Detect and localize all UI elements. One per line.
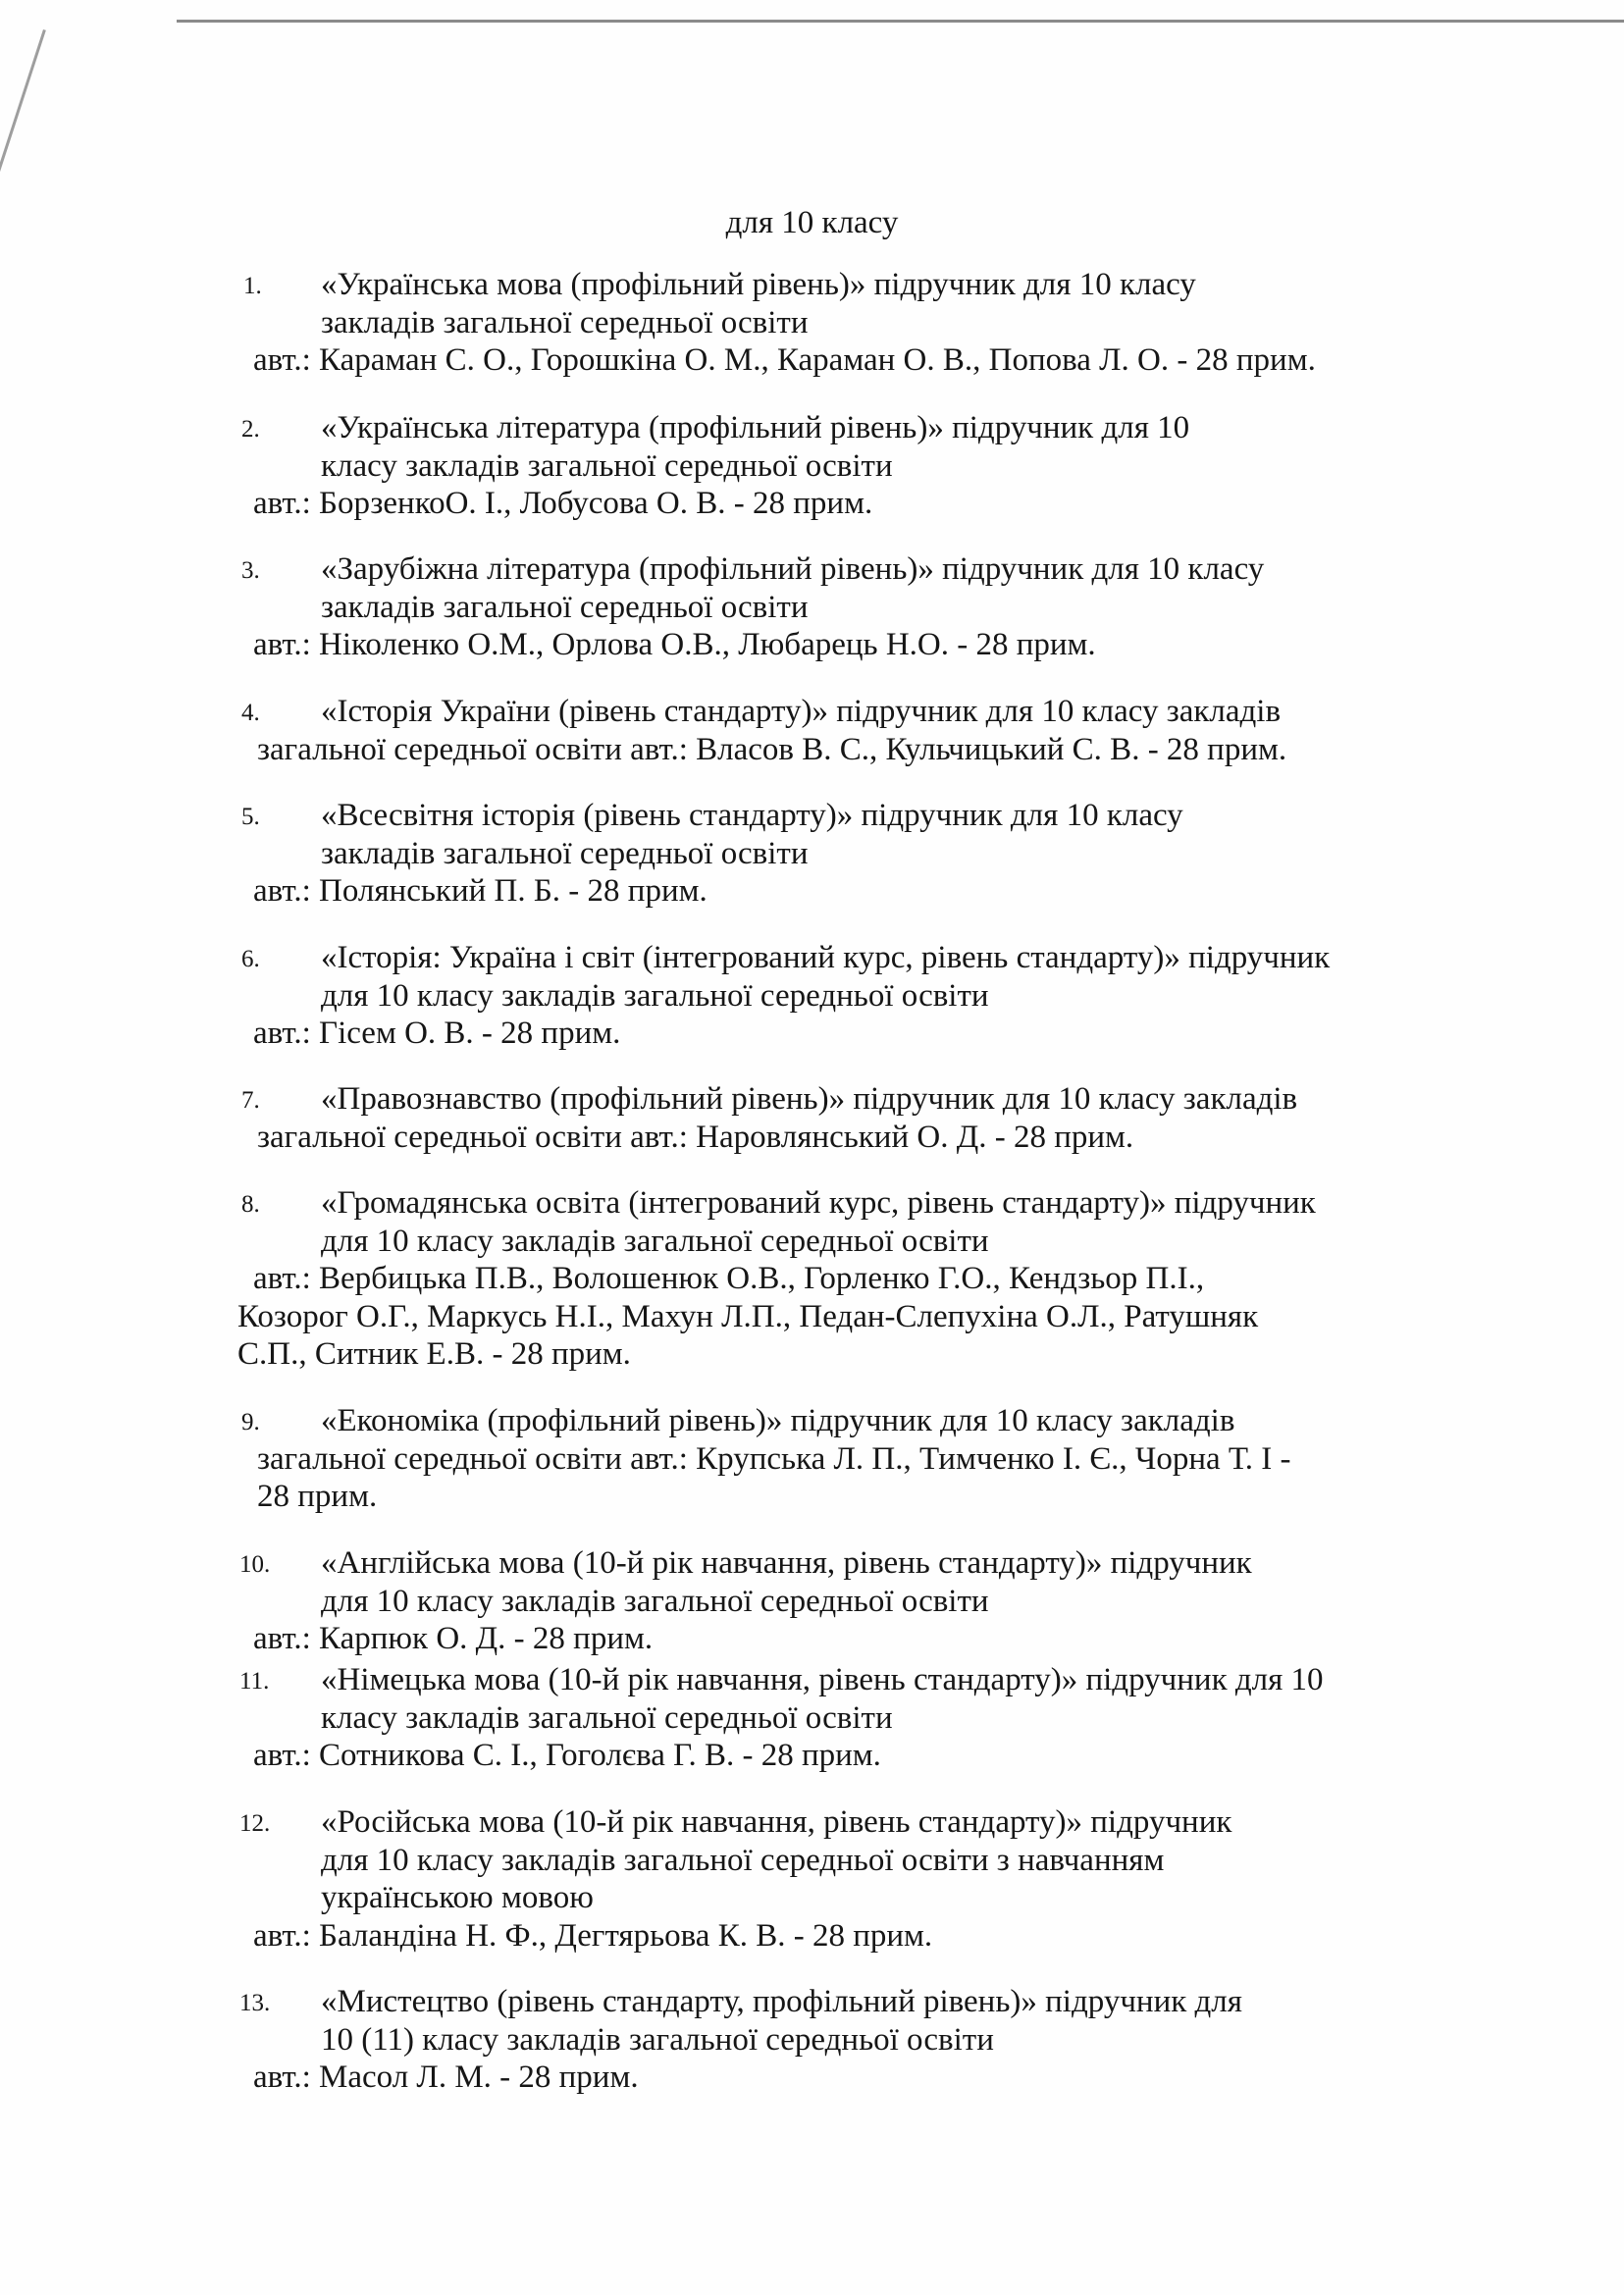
item-title-line: українською мовою: [321, 1880, 594, 1915]
list-item: [0, 1983, 1242, 2097]
list-item: [0, 1402, 1290, 1516]
item-authors-line: загальної середньої освіти авт.: Власов В. С., Кульчицький С. В. - 28 прим.: [257, 731, 1287, 767]
item-title-line: класу закладів загальної середньої освіти: [321, 447, 893, 484]
item-title-line: «Правознавство (профільний рівень)» підручник для 10 класу закладів: [321, 1081, 1298, 1117]
item-number: 12.: [239, 1810, 271, 1837]
list-item: [0, 797, 1183, 911]
item-title-line: «Українська література (профільний рівень)» підручник для 10: [321, 410, 1190, 445]
item-number: 1.: [243, 273, 262, 299]
item-authors-line: авт.: Карпюк О. Д. - 28 прим.: [253, 1621, 654, 1656]
item-title-line: для 10 класу закладів загальної середньої освіти: [321, 1223, 989, 1259]
item-authors-line: авт.: Полянський П. Б. - 28 прим.: [253, 873, 707, 909]
list-item: [0, 693, 1286, 768]
item-title-line: «Мистецтво (рівень стандарту, профільний рівень)» підручник для: [321, 1984, 1242, 2019]
document-heading: для 10 класу: [725, 205, 899, 240]
item-title-line: «Громадянська освіта (інтегрований курс, рівень стандарту)» підручник: [321, 1185, 1316, 1221]
item-number: 8.: [241, 1191, 260, 1218]
item-title-line: класу закладів загальної середньої освіти: [321, 1699, 893, 1736]
item-title-line: «Історія України (рівень стандарту)» підручник для 10 класу закладів: [321, 694, 1282, 729]
list-item: [0, 550, 1264, 664]
item-number: 3.: [241, 557, 260, 584]
item-title-line: закладів загальної середньої освіти: [321, 304, 809, 340]
item-number: 11.: [239, 1668, 270, 1695]
item-authors-line: загальної середньої освіти авт.: Наровлянський О. Д. - 28 прим.: [257, 1119, 1134, 1155]
item-number: 5.: [241, 804, 260, 830]
item-authors-line: авт.: Гісем О. В. - 28 прим.: [253, 1016, 621, 1051]
list-item: [0, 1661, 1324, 1775]
item-authors-line: авт.: Вербицька П.В., Волошенюк О.В., Горленко Г.О., Кендзьор П.І.,: [253, 1261, 1205, 1296]
item-authors-line: авт.: Сотникова С. І., Гоголєва Г. В. - 28 прим.: [253, 1738, 881, 1773]
scan-corner-line: [0, 29, 46, 231]
item-number: 13.: [239, 1990, 271, 2016]
item-title-line: для 10 класу закладів загальної середньої освіти: [321, 977, 989, 1014]
item-title-line: для 10 класу закладів загальної середньої освіти: [321, 1583, 989, 1619]
list-item: [0, 1080, 1297, 1156]
item-authors-line: авт.: Баландіна Н. Ф., Дегтярьова К. В. - 28 прим.: [253, 1917, 933, 1954]
item-title-line: «Зарубіжна література (профільний рівень)» підручник для 10 класу: [321, 551, 1265, 587]
item-authors-line: авт.: Ніколенко О.М., Орлова О.В., Любарець Н.О. - 28 прим.: [253, 627, 1096, 662]
item-title-line: «Німецька мова (10-й рік навчання, рівень стандарту)» підручник для 10: [321, 1662, 1324, 1697]
item-title-line: «Англійська мова (10-й рік навчання, рівень стандарту)» підручник: [321, 1545, 1252, 1581]
item-authors-line: авт.: Масол Л. М. - 28 прим.: [253, 2060, 639, 2095]
item-authors-line: загальної середньої освіти авт.: Крупська Л. П., Тимченко І. Є., Чорна Т. І -: [257, 1440, 1291, 1477]
item-title-line: закладів загальної середньої освіти: [321, 835, 809, 871]
item-title-line: «Економіка (профільний рівень)» підручник для 10 класу закладів: [321, 1403, 1235, 1438]
list-item: [0, 939, 1330, 1053]
list-item: [0, 1184, 1316, 1374]
item-authors-line: авт.: Караман С. О., Горошкіна О. М., Караман О. В., Попова Л. О. - 28 прим.: [253, 342, 1316, 378]
list-item: [0, 409, 1189, 523]
item-number: 7.: [241, 1087, 260, 1114]
item-title-line: закладів загальної середньої освіти: [321, 589, 809, 625]
list-item: [0, 266, 1316, 380]
item-title-line: «Українська мова (профільний рівень)» підручник для 10 класу: [321, 267, 1196, 302]
item-number: 6.: [241, 946, 260, 972]
item-title-line: для 10 класу закладів загальної середньої освіти з навчанням: [321, 1842, 1165, 1878]
item-title-line: «Всесвітня історія (рівень стандарту)» підручник для 10 класу: [321, 798, 1183, 833]
item-title-line: 10 (11) класу закладів загальної середньої освіти: [321, 2021, 994, 2058]
item-number: 9.: [241, 1409, 260, 1435]
item-authors-line: С.П., Ситник Е.В. - 28 прим.: [237, 1336, 631, 1372]
item-title-line: «Російська мова (10-й рік навчання, рівень стандарту)» підручник: [321, 1804, 1232, 1840]
item-number: 4.: [241, 700, 260, 726]
list-item: [0, 1803, 1231, 1955]
item-authors-line: авт.: БорзенкоО. І., Лобусова О. В. - 28 прим.: [253, 486, 873, 521]
item-number: 10.: [239, 1551, 271, 1578]
list-item: [0, 1544, 1252, 1658]
item-number: 2.: [241, 416, 260, 443]
item-title-line: «Історія: Україна і світ (інтегрований курс, рівень стандарту)» підручник: [321, 940, 1331, 975]
item-authors-line: 28 прим.: [257, 1479, 378, 1514]
scan-edge-line: [177, 20, 1624, 23]
item-authors-line: Козорог О.Г., Маркусь Н.І., Махун Л.П., Педан-Слепухіна О.Л., Ратушняк: [237, 1298, 1259, 1334]
